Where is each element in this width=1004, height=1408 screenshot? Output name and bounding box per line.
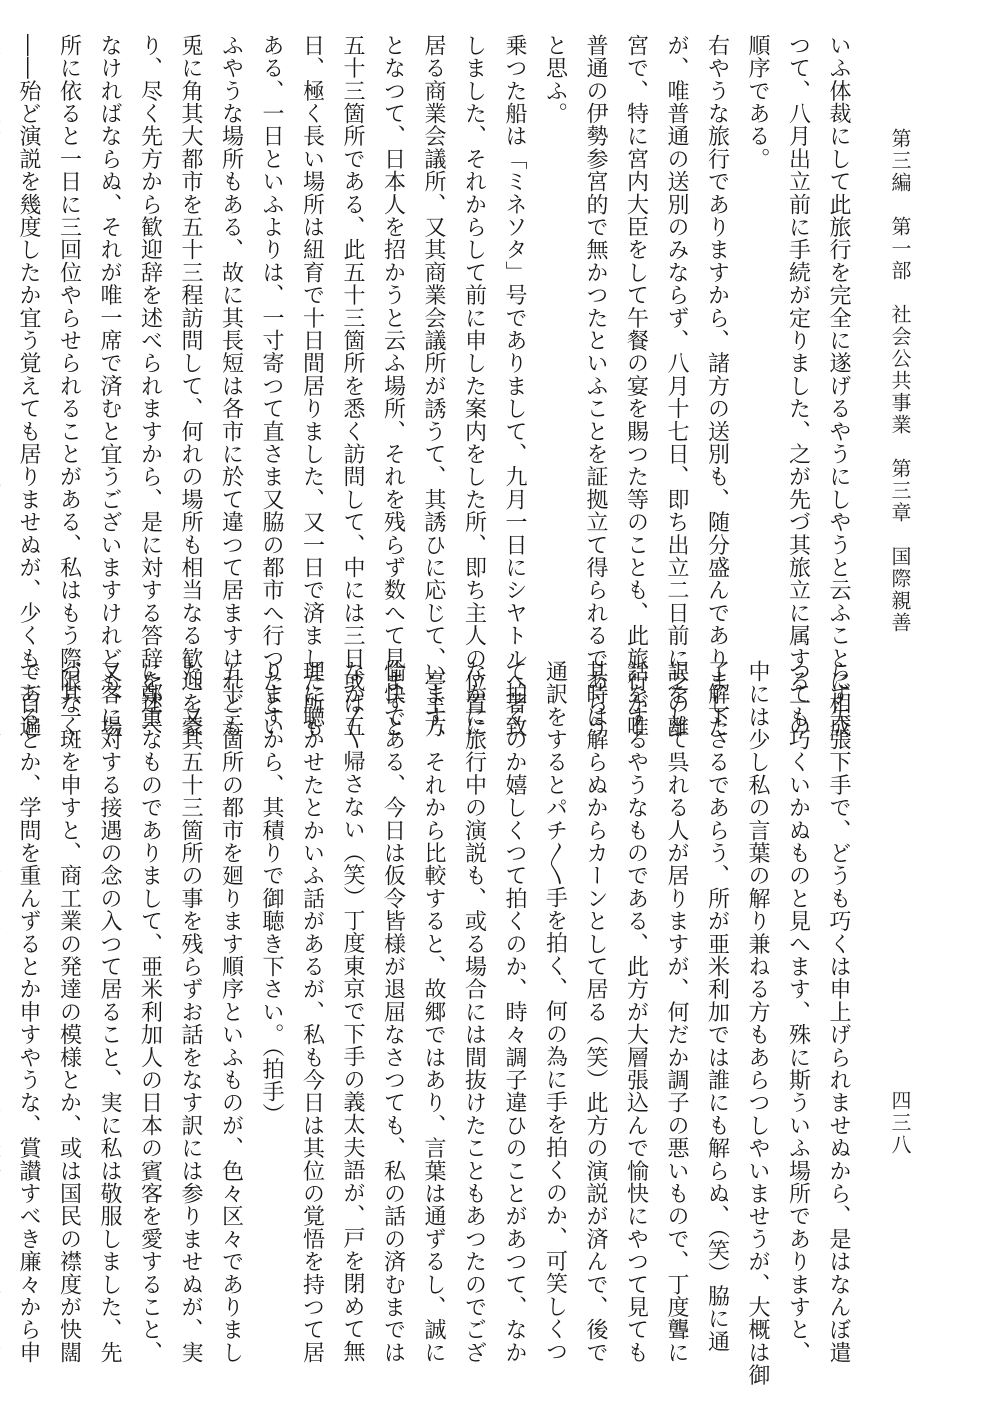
- page-number: 四三八: [888, 1090, 912, 1156]
- text-line: 五十三箇所の都市を廻ります順序といふものが、色々区々でありまし: [218, 660, 244, 1364]
- text-line: となつて、日本人を招かうと云ふ場所、それを残らず数へて見ますと: [380, 34, 406, 738]
- upper-text-block: [16, 34, 858, 738]
- text-line: た、又其五十三箇所の事を残らずお話をなす訳には参りませぬが、実: [178, 660, 203, 1364]
- text-line: います、それから比較すると、故郷ではあり、言葉は通ずるし、誠に: [421, 660, 446, 1364]
- text-line: と思ふ。: [542, 34, 568, 125]
- text-line: であるとか、学問を重んずるとか申すやうな、賞讃すべき廉々から申: [16, 660, 41, 1364]
- text-line: なければならぬ、それが唯一席で済むと宜うございますけれども、場: [97, 34, 122, 738]
- text-line: りますから、其積りで御聴き下さい。（拍手）: [259, 660, 284, 1126]
- text-line: ――殆ど演説を幾度したか宜う覚えても居りませぬが、少くも二百遍: [16, 34, 41, 738]
- text-line: 其時は解らぬからカーンとして居る（笑）此方の演説が済んで、後で: [583, 660, 608, 1364]
- text-line: 五十三箇所である、此五十三箇所を悉く訪問して、中には三日或は五: [340, 34, 365, 738]
- text-line: しました、それからして前に申した案内をした所、即ち主人の位置に: [461, 34, 487, 738]
- text-line: 乗つた船は「ミネソタ」号でありまして、九月一日にシヤトルへ著致: [502, 34, 527, 738]
- text-line: いふ体裁にして此旅行を完全に遂げるやうにしやうと云ふことに相成: [826, 34, 851, 738]
- text-line: て拍くのか嬉しくつて拍くのか、時々調子違ひのことがあつて、なか: [502, 660, 527, 1364]
- text-line: 兎に角其大都市を五十三程訪問して、何れの場所も相当なる歓迎を蒙: [178, 34, 203, 738]
- text-line: 所に依ると一日に三回位やらせられることがある、私はもう際限なく: [56, 34, 82, 738]
- text-line: ふやうな場所もある、故に其長短は各市に於て違つて居ますけれども: [218, 34, 244, 738]
- text-line: り、尽く先方から歓迎辞を述べられますから、是に対する答辞を述べ: [137, 34, 163, 738]
- text-line: 居る商業会議所、又其商業会議所が誘うて、其誘ひに応じて、亭主方: [421, 34, 446, 738]
- text-line: 了解下さるであらう、所が亜米利加では誰にも解らぬ、（笑）脇に通: [704, 660, 730, 1353]
- text-line: 愉快である、今日は仮令皆様が退屈なさつても、私の話の済むまでは: [380, 660, 406, 1364]
- text-line: つて、八月出立前に手続が定りました、之が先づ其旅立に属する一の: [785, 34, 811, 738]
- text-line: 訳をして呉れる人が居りますが、何だか調子の悪いもので、丁度聾に: [664, 660, 689, 1364]
- running-head: 第三編 第一部 社会公共事業 第三章 国際親善: [888, 128, 912, 634]
- text-line: 理に聴かせたとかいふ話があるが、私も今日は其位の覚悟を持つて居: [299, 660, 325, 1364]
- text-line: 通訳をするとパチ〳〵手を拍く、何の為に手を拍くのか、可笑しくつ: [542, 660, 568, 1363]
- text-line: 宮で、特に宮内大臣をして午餐の宴を賜つた等のことも、此旅行が唯: [623, 34, 649, 738]
- text-line: 普通の伊勢参宮的で無かつたといふことを証拠立て得られるであらう: [583, 34, 608, 738]
- text-line: [0, 34, 8, 634]
- text-line: なかに旅行中の演説も、或る場合には間抜けたこともあつたのでござ: [461, 660, 487, 1364]
- text-line: 話をするやうなものである、此方が大層張込んで愉快にやつて見ても: [623, 660, 649, 1364]
- text-line: らず矢張下手で、どうも巧くは申上げられませぬから、是はなんぼ遣: [826, 660, 851, 1364]
- text-line: 又客に対する接遇の念の入つて居ること、実に私は敬服しました、先: [97, 660, 122, 1364]
- text-line: 右やうな旅行でありますから、諸方の送別も、随分盛んでありました: [704, 34, 730, 738]
- text-line: に鄭重なものでありまして、亜米利加人の日本の賓客を愛すること、: [137, 660, 163, 1364]
- text-line: つても巧くいかぬものと見へます、殊に斯ういふ場所でありますと、: [785, 660, 811, 1364]
- text-line: ある、一日といふよりは、一寸寄つて直さま又脇の都市へ行つたとい: [259, 34, 284, 738]
- text-line: 中には少し私の言葉の解り兼ねる方もあらつしやいませうが、大概は御: [745, 660, 770, 1387]
- text-line: 順序である。: [745, 34, 770, 171]
- text-line: 日、極く長い場所は紐育で十日間居りました、又一日で済ました所も: [299, 34, 325, 738]
- text-line: なか〳〵帰さない（笑）丁度東京で下手の義太夫語が、戸を閉めて無: [340, 660, 365, 1363]
- text-line: づ其一斑を申すと、商工業の発達の模様とか、或は国民の襟度が快闊: [56, 660, 82, 1364]
- text-line: [0, 660, 8, 1370]
- text-line: が、唯普通の送別のみならず、八月十七日、即ち出立二日前に芝の離: [664, 34, 689, 738]
- lower-text-block: [16, 660, 858, 1387]
